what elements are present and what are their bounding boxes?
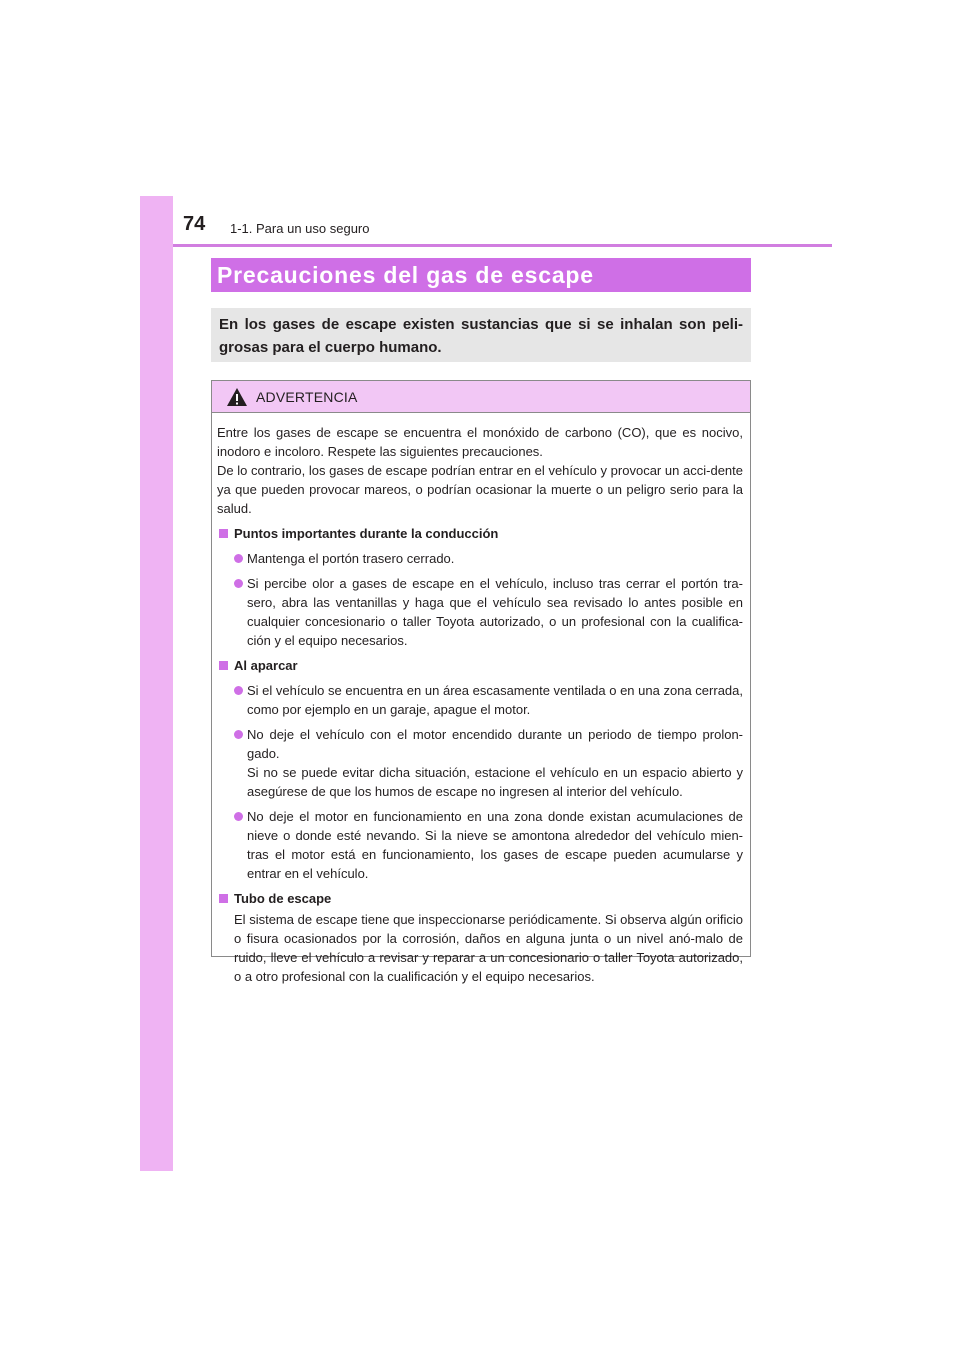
- circle-bullet-icon: [234, 579, 243, 588]
- square-bullet-icon: [219, 894, 228, 903]
- page-number: 74: [183, 213, 206, 235]
- warning-header: [212, 381, 750, 413]
- bullet-item: Mantenga el portón trasero cerrado.: [217, 549, 743, 568]
- circle-bullet-icon: [234, 554, 243, 563]
- square-bullet-icon: [219, 529, 228, 538]
- bullet-item: No deje el motor en funcionamiento en una zona donde existan acumulaciones de nieve o donde esté nevando. Si la nieve se amontona alrededor del vehículo mien-tras el motor está en funcionamiento, los gases de escape pueden acumularse y entrar en el vehículo.: [217, 807, 743, 883]
- header-divider: [173, 244, 832, 247]
- circle-bullet-icon: [234, 812, 243, 821]
- warning-body: [212, 413, 750, 986]
- page-title: Precauciones del gas de escape: [211, 258, 751, 292]
- intro-box: En los gases de escape existen sustancias que si se inhalan son peli-grosas para el cuerpo humano.: [211, 308, 751, 362]
- warning-subheading: Puntos importantes durante la conducción: [217, 524, 743, 543]
- warning-triangle-icon: [226, 387, 248, 407]
- chapter-side-tab: [140, 196, 173, 1171]
- warning-paragraph: El sistema de escape tiene que inspeccionarse periódicamente. Si observa algún orificio o fisura ocasionados por la corrosión, daños en alguna junta o un nivel anó-malo de ruido, lleve el vehículo a revisar y reparar a un concesionario o taller Toyota autorizado, o a otro profesional con la cualificación y el equipo necesarios.: [234, 912, 743, 984]
- bullet-item: No deje el vehículo con el motor encendido durante un periodo de tiempo prolon-gado. Si no se puede evitar dicha situación, estacione el vehículo en un espacio abierto y asegúrese de que los humos de escape no ingresen al interior del vehículo.: [217, 725, 743, 801]
- circle-bullet-icon: [234, 730, 243, 739]
- warning-subheading: Al aparcar: [217, 656, 743, 675]
- bullet-item: Si percibe olor a gases de escape en el vehículo, incluso tras cerrar el portón tra-sero, abra las ventanillas y haga que el vehículo sea revisado lo antes posible en cualquier concesionario o taller Toyota autorizado, o un profesional con la cualifica-ción y el equipo necesarios.: [217, 574, 743, 650]
- circle-bullet-icon: [234, 686, 243, 695]
- warning-intro-paragraph: Entre los gases de escape se encuentra el monóxido de carbono (CO), que es nocivo, inodoro e incoloro. Respete las siguientes precauciones.: [217, 425, 743, 459]
- warning-intro-paragraph: De lo contrario, los gases de escape podrían entrar en el vehículo y provocar un acci-dente ya que pueden provocar mareos, o podrían ocasionar la muerte o un peligro serio para la salud.: [217, 463, 743, 516]
- warning-label: ADVERTENCIA: [256, 389, 358, 405]
- square-bullet-icon: [219, 661, 228, 670]
- bullet-item: Si el vehículo se encuentra en un área escasamente ventilada o en una zona cerrada, como por ejemplo en un garaje, apague el motor.: [217, 681, 743, 719]
- section-breadcrumb: 1-1. Para un uso seguro: [230, 221, 370, 236]
- warning-subheading: Tubo de escape: [217, 889, 743, 908]
- warning-box: [211, 380, 751, 984]
